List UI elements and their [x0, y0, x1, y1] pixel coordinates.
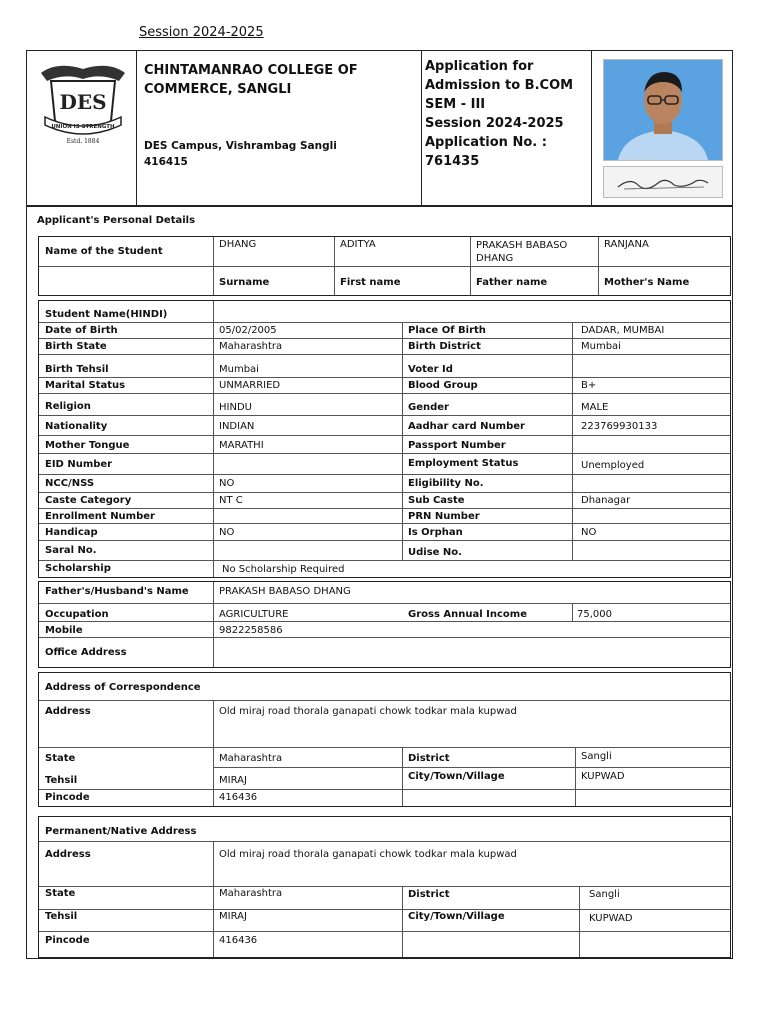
row-divider: [39, 266, 730, 267]
dob-value: 05/02/2005: [219, 325, 277, 336]
row-divider: [39, 931, 730, 932]
svg-text:UNION IS STRENGTH: UNION IS STRENGTH: [51, 124, 115, 130]
header-divider-2: [421, 51, 422, 206]
col-divider: [213, 301, 214, 577]
father-full-name-value: PRAKASH BABASO DHANG: [219, 586, 351, 597]
blood-group-value: B+: [581, 380, 597, 391]
correspondence-city-label: City/Town/Village: [408, 771, 505, 782]
row-divider: [39, 354, 730, 355]
aadhar-value: 223769930133: [581, 421, 658, 432]
father-name-label: Father's/Husband's Name: [45, 586, 189, 597]
nationality-value: INDIAN: [219, 421, 255, 432]
mother-name-value: RANJANA: [604, 239, 649, 250]
employment-value: Unemployed: [581, 460, 645, 471]
correspondence-tehsil-value: MIRAJ: [219, 775, 247, 786]
col-divider: [572, 604, 573, 621]
row-divider: [213, 767, 730, 768]
permanent-pincode-label: Pincode: [45, 935, 90, 946]
col-divider: [575, 747, 576, 806]
row-divider: [39, 523, 730, 524]
eligibility-label: Eligibility No.: [408, 478, 484, 489]
gender-value: MALE: [581, 402, 609, 413]
gender-label: Gender: [408, 402, 449, 413]
handicap-label: Handicap: [45, 527, 98, 538]
row-divider: [39, 508, 730, 509]
permanent-city-value: KUPWAD: [589, 913, 633, 924]
correspondence-district-value: Sangli: [581, 751, 612, 762]
correspondence-tehsil-label: Tehsil: [45, 775, 78, 786]
col-divider: [213, 582, 214, 667]
col-divider: [402, 886, 403, 957]
surname-caption: Surname: [219, 277, 270, 288]
col-divider: [402, 322, 403, 560]
birth-district-value: Mumbai: [581, 341, 621, 352]
birth-district-label: Birth District: [408, 341, 481, 352]
row-divider: [39, 700, 730, 701]
correspondence-address-value: Old miraj road thorala ganapati chowk todkar mala kupwad: [219, 706, 517, 717]
row-divider: [39, 789, 730, 790]
marital-status-label: Marital Status: [45, 380, 126, 391]
student-name-table: [38, 236, 731, 296]
row-divider: [39, 621, 730, 622]
col-divider: [470, 237, 471, 295]
permanent-address-table: [38, 816, 731, 958]
caste-label: Caste Category: [45, 495, 132, 506]
orphan-value: NO: [581, 527, 597, 538]
correspondence-city-value: KUPWAD: [581, 771, 625, 782]
mother-name-caption: Mother's Name: [604, 277, 690, 288]
row-divider: [39, 338, 730, 339]
birth-tehsil-label: Birth Tehsil: [45, 364, 109, 375]
row-divider: [39, 377, 730, 378]
first-name-value: ADITYA: [340, 239, 376, 250]
birth-state-value: Maharashtra: [219, 341, 283, 352]
row-divider: [39, 492, 730, 493]
office-address-label: Office Address: [45, 647, 127, 658]
occupation-value: AGRICULTURE: [219, 609, 289, 620]
scholarship-label: Scholarship: [45, 563, 111, 574]
permanent-title: Permanent/Native Address: [45, 826, 197, 837]
ncc-value: NO: [219, 478, 235, 489]
saral-label: Saral No.: [45, 545, 97, 556]
permanent-tehsil-value: MIRAJ: [219, 911, 247, 922]
correspondence-title: Address of Correspondence: [45, 682, 201, 693]
header-divider-1: [136, 51, 137, 206]
udise-label: Udise No.: [408, 547, 462, 558]
religion-value: HINDU: [219, 402, 252, 413]
birth-tehsil-value: Mumbai: [219, 364, 259, 375]
scholarship-value: No Scholarship Required: [222, 564, 345, 575]
col-divider: [572, 322, 573, 560]
blood-group-label: Blood Group: [408, 380, 478, 391]
dob-label: Date of Birth: [45, 325, 118, 336]
income-label: Gross Annual Income: [408, 609, 527, 620]
session-heading: Session 2024-2025: [139, 25, 264, 40]
permanent-state-label: State: [45, 888, 76, 899]
handicap-value: NO: [219, 527, 235, 538]
pob-value: DADAR, MUMBAI: [581, 325, 665, 336]
svg-text:Estd. 1884: Estd. 1884: [66, 138, 100, 145]
permanent-address-label: Address: [45, 849, 91, 860]
personal-details-title: Applicant's Personal Details: [37, 215, 196, 226]
orphan-label: Is Orphan: [408, 527, 463, 538]
application-form: [26, 50, 733, 959]
pob-label: Place Of Birth: [408, 325, 486, 336]
correspondence-district-label: District: [408, 753, 450, 764]
personal-details-table: [38, 300, 731, 578]
row-divider: [39, 747, 730, 748]
nationality-label: Nationality: [45, 421, 108, 432]
marital-status-value: UNMARRIED: [219, 380, 281, 391]
eid-label: EID Number: [45, 459, 113, 470]
father-name-caption: Father name: [476, 277, 548, 288]
ncc-label: NCC/NSS: [45, 478, 95, 489]
row-divider: [39, 415, 730, 416]
application-title: Application for Admission to B.COM SEM - III Session 2024-2025 Application No. : 761435: [425, 59, 574, 169]
prn-label: PRN Number: [408, 511, 480, 522]
row-divider: [39, 322, 730, 323]
college-name: CHINTAMANRAO COLLEGE OF COMMERCE, SANGLI: [144, 63, 358, 97]
mother-tongue-value: MARATHI: [219, 440, 264, 451]
row-divider: [39, 909, 730, 910]
row-divider: [39, 393, 730, 394]
permanent-state-value: Maharashtra: [219, 888, 283, 899]
row-divider: [39, 560, 730, 561]
permanent-tehsil-label: Tehsil: [45, 911, 78, 922]
correspondence-pincode-value: 416436: [219, 792, 258, 803]
correspondence-pincode-label: Pincode: [45, 792, 90, 803]
row-divider: [39, 474, 730, 475]
subcaste-value: Dhanagar: [581, 495, 631, 506]
mother-tongue-label: Mother Tongue: [45, 440, 130, 451]
aadhar-label: Aadhar card Number: [408, 421, 525, 432]
correspondence-address-table: [38, 672, 731, 807]
subcaste-label: Sub Caste: [408, 495, 465, 506]
header-divider-3: [591, 51, 592, 206]
col-divider: [334, 237, 335, 295]
row-divider: [39, 603, 730, 604]
row-divider: [39, 435, 730, 436]
row-divider: [39, 453, 730, 454]
form-header: [27, 51, 732, 207]
col-divider: [213, 700, 214, 806]
row-divider: [39, 841, 730, 842]
passport-label: Passport Number: [408, 440, 506, 451]
correspondence-state-value: Maharashtra: [219, 753, 283, 764]
mobile-value: 9822258586: [219, 625, 283, 636]
correspondence-state-label: State: [45, 753, 76, 764]
occupation-label: Occupation: [45, 609, 109, 620]
mobile-label: Mobile: [45, 625, 83, 636]
permanent-district-label: District: [408, 889, 450, 900]
father-details-table: [38, 581, 731, 668]
voter-id-label: Voter Id: [408, 364, 453, 375]
permanent-pincode-value: 416436: [219, 935, 258, 946]
student-signature: [603, 166, 723, 198]
caste-value: NT C: [219, 495, 243, 506]
name-label: Name of the Student: [45, 246, 163, 257]
birth-state-label: Birth State: [45, 341, 107, 352]
college-logo-icon: [37, 59, 129, 145]
col-divider: [402, 747, 403, 806]
first-name-caption: First name: [340, 277, 401, 288]
correspondence-address-label: Address: [45, 706, 91, 717]
student-name-hindi-label: Student Name(HINDI): [45, 309, 168, 320]
row-divider: [39, 540, 730, 541]
permanent-city-label: City/Town/Village: [408, 911, 505, 922]
income-value: 75,000: [577, 609, 612, 620]
father-name-value: PRAKASH BABASO DHANG: [476, 240, 568, 264]
permanent-address-value: Old miraj road thorala ganapati chowk todkar mala kupwad: [219, 849, 517, 860]
col-divider: [598, 237, 599, 295]
permanent-district-value: Sangli: [589, 889, 620, 900]
row-divider: [39, 637, 730, 638]
enrollment-label: Enrollment Number: [45, 511, 155, 522]
col-divider: [213, 841, 214, 957]
student-photo: [603, 59, 723, 161]
svg-text:DES: DES: [59, 90, 107, 114]
college-address: DES Campus, Vishrambag Sangli 416415: [144, 140, 337, 168]
employment-label: Employment Status: [408, 458, 519, 469]
surname-value: DHANG: [219, 239, 257, 250]
col-divider: [579, 886, 580, 957]
col-divider: [213, 237, 214, 295]
religion-label: Religion: [45, 401, 91, 412]
row-divider: [39, 886, 730, 887]
